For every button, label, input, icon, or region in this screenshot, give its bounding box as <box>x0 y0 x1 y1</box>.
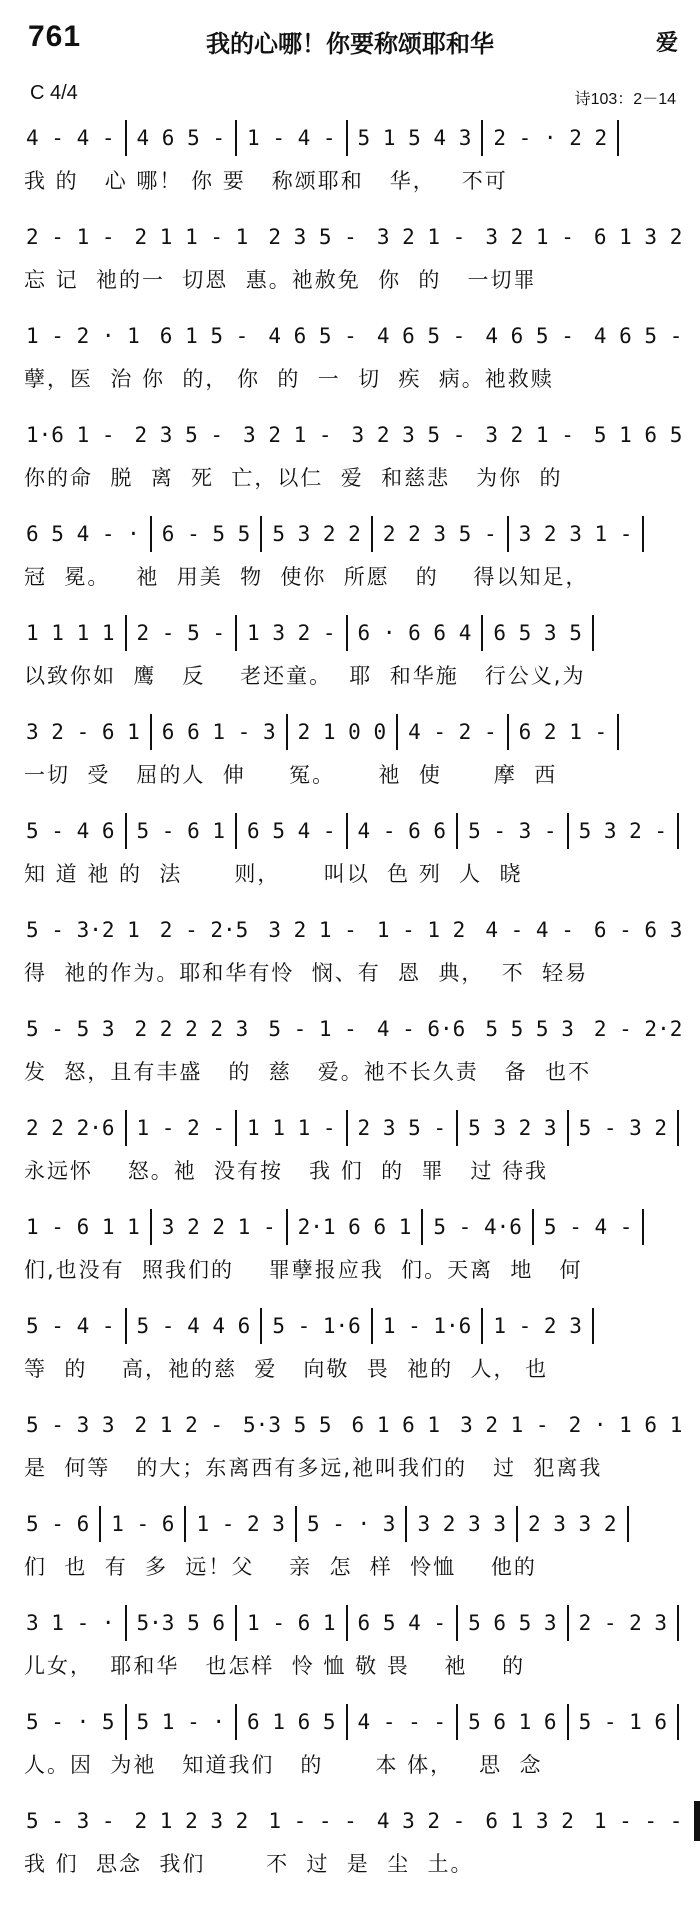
hymn-title: 我的心哪！你要称颂耶和华 <box>206 30 494 58</box>
notation-row <box>22 1801 686 1841</box>
score-line <box>0 706 700 805</box>
measure: 6 1 5 - <box>159 324 249 348</box>
notation-row <box>22 514 686 554</box>
measure: 3 2 1 - <box>376 225 466 249</box>
barline <box>150 714 152 750</box>
key-signature: C 4/4 <box>30 82 78 104</box>
score-line <box>0 1201 700 1300</box>
measure: 2 2 3 5 - <box>382 522 497 546</box>
measure: 6 5 3 5 <box>493 621 582 645</box>
score-line <box>0 1795 700 1894</box>
lyrics-row: 们,也没有 照我们的 罪孽报应我 们。天离 地 何 <box>24 1258 583 1282</box>
barline <box>507 714 509 750</box>
measure: 1 - 1·6 <box>382 1314 472 1338</box>
lyrics-row: 你的命 脱 离 死 亡，以仁 爱 和慈悲 为你 的 <box>24 466 563 490</box>
measure: 2 2 2·6 <box>26 1116 115 1140</box>
measure: 5·3 5 6 <box>136 1611 226 1635</box>
measure: 4 3 2 - <box>376 1809 466 1833</box>
measure: 3 2 - 6 1 <box>26 720 140 744</box>
barline <box>677 813 679 849</box>
lyrics-row: 是 何等 的大；东离西有多远,祂叫我们的 过 犯离我 <box>24 1456 603 1480</box>
music-score <box>0 112 700 1894</box>
notation-row <box>22 1009 686 1049</box>
lyrics-row: 们 也 有 多 远！父 亲 怎 样 怜恤 他的 <box>24 1555 537 1579</box>
measure: 2 3 5 - <box>357 1116 447 1140</box>
score-line <box>0 904 700 1003</box>
measure: 1 - 6 1 <box>247 1611 336 1635</box>
notation-row <box>22 415 686 455</box>
barline <box>99 1506 101 1542</box>
measure: 1 1 1 - <box>247 1116 336 1140</box>
score-line <box>0 1003 700 1102</box>
barline <box>235 1605 237 1641</box>
score-line <box>0 805 700 904</box>
measure: 2 - 2·5 <box>159 918 249 942</box>
notation-row <box>22 613 686 653</box>
measure: 2 3 3 2 <box>527 1512 617 1536</box>
measure: 4 - 6·6 <box>376 1017 466 1041</box>
measure: 2 1 1 - 1 <box>134 225 249 249</box>
barline <box>567 813 569 849</box>
scripture-reference: 诗103：2－14 <box>574 91 676 108</box>
measure: 6 6 1 - 3 <box>161 720 276 744</box>
barline <box>260 1308 262 1344</box>
barline <box>481 615 483 651</box>
measure: 2 1 0 0 <box>297 720 387 744</box>
measure: 5 5 5 3 <box>485 1017 574 1041</box>
lyrics-row: 人。因 为祂 知道我们 的 本 体， 思 念 <box>24 1753 543 1777</box>
barline <box>617 120 619 156</box>
measure: 1·6 1 - <box>26 423 115 447</box>
measure: 3 2 1 - <box>460 1413 549 1437</box>
measure: 6 1 3 2 <box>593 225 683 249</box>
barline <box>532 1209 534 1245</box>
measure: 4 - 4 - <box>485 918 574 942</box>
barline <box>567 1605 569 1641</box>
notation-row <box>22 1108 686 1148</box>
barline <box>627 1506 629 1542</box>
barline <box>396 714 398 750</box>
measure: 2·1 6 6 1 <box>297 1215 412 1239</box>
score-line <box>0 310 700 409</box>
measure: 2 - 2·2 <box>593 1017 683 1041</box>
barline <box>405 1506 407 1542</box>
measure: 5 6 1 6 <box>468 1710 557 1734</box>
lyrics-row: 一切 受 屈的人 伸 冤。 祂 使 摩 西 <box>24 763 558 787</box>
lyrics-row: 我 的 心 哪！ 你 要 称颂耶和 华， 不可 <box>24 169 508 193</box>
barline <box>235 1704 237 1740</box>
barline <box>184 1506 186 1542</box>
score-line <box>0 409 700 508</box>
measure: 1 - 6 1 1 <box>26 1215 140 1239</box>
barline <box>295 1506 297 1542</box>
barline <box>592 1308 594 1344</box>
hymn-number: 761 <box>28 20 82 53</box>
barline <box>677 1605 679 1641</box>
barline <box>592 615 594 651</box>
barline <box>235 120 237 156</box>
barline <box>346 813 348 849</box>
measure: 5 1 6 5 <box>593 423 683 447</box>
measure: 3 2 1 - <box>485 423 574 447</box>
measure: 5 - 4·6 <box>433 1215 522 1239</box>
score-line <box>0 1696 700 1795</box>
measure: 4 - 6 6 <box>357 819 447 843</box>
notation-row <box>22 217 686 257</box>
barline <box>677 1110 679 1146</box>
barline <box>456 1110 458 1146</box>
barline <box>456 813 458 849</box>
barline <box>150 516 152 552</box>
measure: 1 - 4 - <box>247 126 336 150</box>
barline <box>346 1704 348 1740</box>
measure: 4 6 5 - <box>376 324 466 348</box>
measure: 2 1 2 - <box>134 1413 224 1437</box>
lyrics-row: 儿女， 耶和华 也怎样 怜 恤 敬 畏 祂 的 <box>24 1654 526 1678</box>
barline <box>346 615 348 651</box>
barline <box>507 516 509 552</box>
barline <box>235 615 237 651</box>
barline <box>677 1704 679 1740</box>
measure: 5 - 5 3 <box>26 1017 115 1041</box>
measure: 2 - 2 3 <box>578 1611 668 1635</box>
barline <box>642 1209 644 1245</box>
lyrics-row: 知 道 祂 的 法 则， 叫以 色 列 人 晓 <box>24 862 523 886</box>
measure: 1 - 6 <box>111 1512 175 1536</box>
barline <box>150 1209 152 1245</box>
measure: 6 2 1 - <box>518 720 608 744</box>
barline <box>617 714 619 750</box>
measure: 5 6 5 3 <box>468 1611 557 1635</box>
measure: 2 3 5 - <box>268 225 357 249</box>
notation-row <box>22 1306 686 1346</box>
measure: 5 - 6 <box>26 1512 90 1536</box>
barline <box>125 1704 127 1740</box>
measure: 2 1 2 3 2 <box>134 1809 249 1833</box>
measure: 2 - 5 - <box>136 621 226 645</box>
measure: 3 2 3 5 - <box>351 423 466 447</box>
measure: 5 3 2 2 <box>272 522 361 546</box>
measure: 5 - · 3 <box>306 1512 396 1536</box>
barline <box>125 615 127 651</box>
score-line <box>0 211 700 310</box>
barline <box>346 1110 348 1146</box>
notation-row <box>22 1207 686 1247</box>
score-line <box>0 1399 700 1498</box>
measure: 4 6 5 - <box>136 126 226 150</box>
measure: 1 - 2 · 1 <box>26 324 140 348</box>
measure: 6 1 3 2 <box>485 1809 574 1833</box>
measure: 4 6 5 - <box>485 324 574 348</box>
lyrics-row: 以致你如 鹰 反 老还童。 耶 和华施 行公义,为 <box>24 664 586 688</box>
barline <box>235 1110 237 1146</box>
measure: 4 - 4 - <box>26 126 115 150</box>
barline <box>125 1308 127 1344</box>
notation-row <box>22 712 686 752</box>
barline <box>642 516 644 552</box>
measure: 5 3 2 3 <box>468 1116 557 1140</box>
lyrics-row: 忘 记 祂的一 切恩 惠。祂赦免 你 的 一切罪 <box>24 268 537 292</box>
notation-row <box>22 1405 686 1445</box>
notation-row <box>22 118 686 158</box>
measure: 6 1 6 1 <box>351 1413 441 1437</box>
measure: 1 - - - <box>593 1809 683 1833</box>
barline <box>567 1704 569 1740</box>
score-line <box>0 1597 700 1696</box>
measure: 6 - 6 3 <box>593 918 683 942</box>
measure: 3 2 2 1 - <box>161 1215 276 1239</box>
measure: 5·3 5 5 <box>243 1413 332 1437</box>
barline <box>260 516 262 552</box>
measure: 3 2 1 - <box>268 918 357 942</box>
measure: 3 2 1 - <box>485 225 574 249</box>
measure: 2 3 5 - <box>134 423 224 447</box>
measure: 5 1 5 4 3 <box>357 126 472 150</box>
barline <box>456 1605 458 1641</box>
barline <box>346 120 348 156</box>
measure: 3 2 1 - <box>243 423 332 447</box>
score-line <box>0 1300 700 1399</box>
measure: 5 - 3 3 <box>26 1413 115 1437</box>
measure: 5 1 - · <box>136 1710 226 1734</box>
score-line <box>0 1498 700 1597</box>
measure: 5 - 4 - <box>26 1314 115 1338</box>
lyrics-row: 得 祂的作为。耶和华有怜 悯、有 恩 典， 不 轻易 <box>24 961 589 985</box>
measure: 5 - 4 - <box>543 1215 633 1239</box>
measure: 5 - 1 6 <box>578 1710 668 1734</box>
lyrics-row: 永远怀 怒。祂 没有按 我 们 的 罪 过 待我 <box>24 1159 549 1183</box>
measure: 1 3 2 - <box>247 621 336 645</box>
measure: 5 - 1·6 <box>272 1314 361 1338</box>
notation-row <box>22 316 686 356</box>
score-line <box>0 607 700 706</box>
final-barline <box>694 1801 700 1841</box>
lyrics-row: 我 们 思念 我们 不 过 是 尘 土。 <box>24 1852 474 1876</box>
barline <box>481 1308 483 1344</box>
barline <box>456 1704 458 1740</box>
barline <box>481 120 483 156</box>
measure: 5 3 2 - <box>578 819 668 843</box>
measure: 2 2 2 2 3 <box>134 1017 249 1041</box>
score-line <box>0 1102 700 1201</box>
barline <box>567 1110 569 1146</box>
measure: 5 - 3 - <box>26 1809 115 1833</box>
category-label: 爱 <box>655 31 678 56</box>
measure: 4 - - - <box>357 1710 447 1734</box>
measure: 1 - 1 2 <box>376 918 466 942</box>
measure: 6 - 5 5 <box>161 522 251 546</box>
measure: 1 - 2 - <box>136 1116 226 1140</box>
barline <box>125 813 127 849</box>
measure: 1 1 1 1 <box>26 621 115 645</box>
lyrics-row: 冠 冕。 祂 用美 物 使你 所愿 的 得以知足， <box>24 565 589 589</box>
measure: 2 · 1 6 1 <box>568 1413 683 1437</box>
measure: 3 1 - · <box>26 1611 115 1635</box>
barline <box>421 1209 423 1245</box>
notation-row <box>22 910 686 950</box>
measure: 1 - - - <box>268 1809 357 1833</box>
measure: 1 - 2 3 <box>196 1512 285 1536</box>
measure: 3 2 3 1 - <box>518 522 633 546</box>
barline <box>125 120 127 156</box>
barline <box>286 1209 288 1245</box>
measure: 6 5 4 - <box>247 819 336 843</box>
measure: 1 - 2 3 <box>493 1314 582 1338</box>
measure: 5 - 4 6 <box>26 819 115 843</box>
measure: 4 6 5 - <box>268 324 357 348</box>
measure: 4 6 5 - <box>593 324 683 348</box>
notation-row <box>22 1504 686 1544</box>
measure: 6 5 4 - · <box>26 522 140 546</box>
lyrics-row: 等 的 高，祂的慈 爱 向敬 畏 祂的 人， 也 <box>24 1357 549 1381</box>
barline <box>371 1308 373 1344</box>
notation-row <box>22 811 686 851</box>
measure: 3 2 3 3 <box>417 1512 506 1536</box>
measure: 6 1 6 5 <box>247 1710 336 1734</box>
measure: 4 - 2 - <box>408 720 497 744</box>
measure: 5 - 6 1 <box>136 819 226 843</box>
measure: 5 - 3·2 1 <box>26 918 140 942</box>
measure: 2 - 1 - <box>26 225 115 249</box>
measure: 5 - 3 2 <box>578 1116 668 1140</box>
barline <box>286 714 288 750</box>
barline <box>125 1605 127 1641</box>
lyrics-row: 发 怒，且有丰盛 的 慈 爱。祂不长久责 备 也不 <box>24 1060 592 1084</box>
measure: 5 - · 5 <box>26 1710 115 1734</box>
measure: 5 - 3 - <box>468 819 557 843</box>
barline <box>235 813 237 849</box>
lyrics-row: 孽，医 治 你 的， 你 的 一 切 疾 病。祂救赎 <box>24 367 554 391</box>
measure: 5 - 1 - <box>268 1017 357 1041</box>
hymn-header <box>0 0 700 70</box>
barline <box>371 516 373 552</box>
notation-row <box>22 1702 686 1742</box>
barline <box>516 1506 518 1542</box>
barline <box>346 1605 348 1641</box>
score-line <box>0 112 700 211</box>
measure: 6 · 6 6 4 <box>357 621 472 645</box>
measure: 6 5 4 - <box>357 1611 447 1635</box>
notation-row <box>22 1603 686 1643</box>
barline <box>125 1110 127 1146</box>
measure: 5 - 4 4 6 <box>136 1314 251 1338</box>
measure: 2 - · 2 2 <box>493 126 608 150</box>
score-line <box>0 508 700 607</box>
